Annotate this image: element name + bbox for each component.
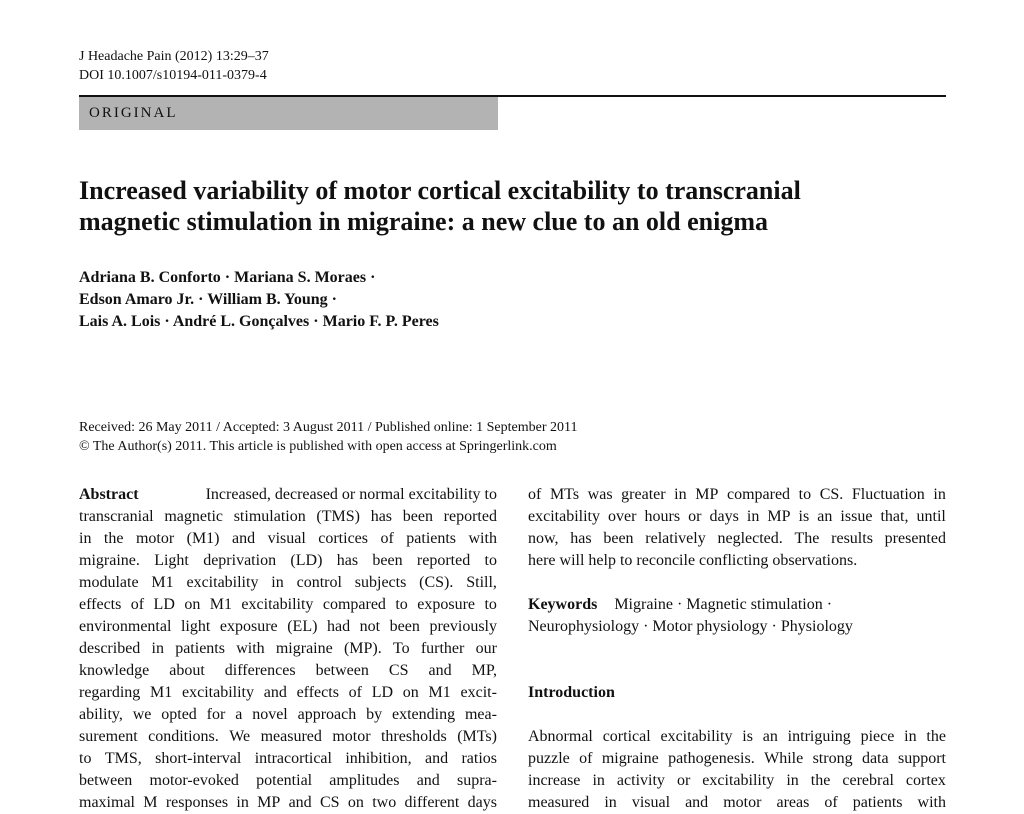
abstract-text: M — [143, 794, 158, 811]
abstract-text: intracortical — [254, 750, 332, 767]
abstract-text: or — [688, 508, 702, 525]
abstract-text: reported — [443, 508, 497, 525]
intro-text: or — [676, 772, 691, 789]
abstract-text: has — [336, 552, 359, 569]
abstract-text: that, — [880, 508, 909, 525]
abstract-text: is — [798, 508, 810, 525]
abstract-text: by — [366, 706, 383, 723]
abstract-text: cortices — [318, 530, 368, 547]
spacer — [528, 660, 946, 682]
abstract-text: motor — [135, 530, 175, 547]
abstract-text: Fluctuation — [851, 486, 925, 503]
abstract-line — [79, 792, 497, 814]
abstract-text: compared — [322, 596, 386, 613]
abstract-text: between — [315, 662, 369, 679]
intro-text: puzzle — [528, 750, 570, 767]
abstract-text: ability, — [79, 706, 123, 723]
intro-text: piece — [860, 728, 895, 745]
abstract-text: opted — [161, 706, 197, 723]
abstract-text: maximal — [79, 794, 135, 811]
abstract-text: Still, — [466, 574, 497, 591]
intro-text: pathogenesis. — [668, 750, 755, 767]
intro-text: the — [810, 772, 831, 789]
intro-line — [528, 748, 946, 770]
intro-text: and — [685, 794, 709, 811]
spacer — [528, 704, 946, 726]
abstract-text: has — [370, 508, 393, 525]
intro-text: areas — [776, 794, 810, 811]
abstract-line — [79, 506, 497, 528]
abstract-text: with — [468, 530, 497, 547]
abstract-text: MP — [257, 794, 281, 811]
abstract-line — [79, 484, 497, 506]
abstract-line — [79, 638, 497, 660]
abstract-text: our — [475, 640, 497, 657]
abstract-text: excit- — [460, 684, 497, 701]
abstract-text: potential — [256, 772, 313, 789]
abstract-text: CS — [320, 794, 340, 811]
abstract-text: until — [916, 508, 946, 525]
abstract-text: to — [484, 596, 497, 613]
abstract-text: of — [348, 684, 362, 701]
abstract-text: environmental — [79, 618, 172, 635]
abstract-text: modulate — [79, 574, 139, 591]
abstract-text: on — [347, 794, 364, 811]
abstract-text: stimulation — [233, 508, 306, 525]
abstract-text: LD — [371, 684, 394, 701]
abstract-line — [79, 770, 497, 792]
abstract-line — [528, 528, 946, 550]
abstract-text: differences — [224, 662, 296, 679]
abstract-text: MP, — [471, 662, 497, 679]
abstract-line — [79, 528, 497, 550]
abstract-text: in — [151, 640, 164, 657]
abstract-text: in — [933, 486, 946, 503]
abstract-text: M1 — [209, 596, 232, 613]
journal-info — [79, 47, 269, 85]
abstract-text: ratios — [461, 750, 497, 767]
intro-text: migraine — [601, 750, 659, 767]
abstract-text: CS. — [819, 486, 844, 503]
abstract-text: in — [236, 794, 249, 811]
abstract-text: excitability — [528, 508, 600, 525]
abstract-line — [528, 550, 946, 572]
abstract-text: has — [570, 530, 592, 547]
abstract-text: exposure — [417, 596, 476, 613]
abstract-text: issue — [840, 508, 873, 525]
abstract-text: and — [428, 662, 452, 679]
intro-line — [528, 726, 946, 748]
abstract-text: greater — [621, 486, 666, 503]
abstract-text: results — [831, 530, 873, 547]
abstract-text: CS — [388, 662, 409, 679]
abstract-text: for — [206, 706, 226, 723]
abstract-text: (LD) — [290, 552, 323, 569]
intro-text: excitability — [660, 728, 733, 745]
abstract-text: short-interval — [155, 750, 242, 767]
abstract-text: further — [420, 640, 465, 657]
intro-line — [528, 770, 946, 792]
abstract-text: in — [79, 530, 92, 547]
abstract-line — [79, 704, 497, 726]
spacer — [528, 572, 946, 594]
abstract-text: of — [528, 486, 542, 503]
abstract-text: days — [709, 508, 739, 525]
abstract-text: (CS). — [419, 574, 454, 591]
intro-text: While — [764, 750, 804, 767]
intro-text: the — [926, 728, 946, 745]
abstract-text: was — [587, 486, 613, 503]
abstract-text: surement — [79, 728, 138, 745]
abstract-text: we — [132, 706, 152, 723]
abstract-text: about — [169, 662, 205, 679]
abstract-text: compared — [726, 486, 791, 503]
intro-text: an — [762, 728, 778, 745]
journal-citation: J Headache Pain (2012) 13:29–37 — [79, 49, 269, 64]
intro-text: data — [861, 750, 889, 767]
abstract-text: and — [424, 750, 449, 767]
article-title — [79, 175, 959, 237]
abstract-text: had — [326, 618, 351, 635]
keywords-line — [528, 594, 946, 616]
abstract-label: Abstract — [79, 486, 139, 503]
abstract-text: (M1) — [186, 530, 220, 547]
title-line: magnetic stimulation in migraine: a new clue to an old enigma — [79, 207, 768, 236]
intro-text: support — [897, 750, 946, 767]
article-type-badge: ORIGINAL — [79, 97, 498, 130]
abstract-text: on — [184, 596, 201, 613]
intro-text: activity — [616, 772, 665, 789]
abstract-text: light — [180, 618, 211, 635]
abstract-text: to — [79, 750, 92, 767]
abstract-line — [79, 682, 497, 704]
abstract-text: M1 — [150, 684, 173, 701]
abstract-text: mea- — [464, 706, 497, 723]
abstract-text: previously — [429, 618, 497, 635]
copyright-notice: © The Author(s) 2011. This article is published with open access at Springerlink.com — [79, 439, 557, 454]
intro-text: increase — [528, 772, 581, 789]
abstract-text: of — [380, 530, 394, 547]
author-line: Lais A. Lois · André L. Gonçalves · Mario F. P. Peres — [79, 313, 439, 330]
abstract-text: over — [608, 508, 637, 525]
abstract-line — [79, 572, 497, 594]
abstract-text: days — [467, 794, 497, 811]
intro-text: in — [786, 772, 799, 789]
author-line: Adriana B. Conforto · Mariana S. Moraes · — [79, 269, 376, 286]
abstract-text: novel — [252, 706, 288, 723]
abstract-text: the — [103, 530, 124, 547]
abstract-text: thresholds — [380, 728, 447, 745]
abstract-text: not — [359, 618, 381, 635]
abstract-text: in — [674, 486, 687, 503]
abstract-text: subjects — [354, 574, 407, 591]
abstract-text: and — [288, 794, 312, 811]
abstract-text: in — [271, 574, 284, 591]
abstract-line — [79, 550, 497, 572]
abstract-section — [79, 484, 497, 814]
abstract-text: migraine. — [79, 552, 140, 569]
abstract-text: excitability — [182, 684, 254, 701]
abstract-text: Increased, decreased or normal excitability to — [205, 486, 497, 503]
abstract-line — [79, 726, 497, 748]
abstract-line — [528, 484, 946, 506]
abstract-text: (TMS) — [316, 508, 360, 525]
abstract-text: inhibition, — [345, 750, 412, 767]
abstract-text: excitability — [241, 596, 314, 613]
introduction-heading: Introduction — [528, 684, 615, 701]
intro-text: cortex — [905, 772, 946, 789]
abstract-text: supra- — [457, 772, 497, 789]
abstract-text: been — [389, 618, 420, 635]
intro-text: in — [904, 728, 917, 745]
abstract-text: regarding — [79, 684, 141, 701]
abstract-text: of — [130, 596, 145, 613]
abstract-text: reported — [416, 552, 471, 569]
abstract-text: in — [746, 508, 760, 525]
received-dates: Received: 26 May 2011 / Accepted: 3 August 2011 / Published online: 1 September 2011 — [79, 420, 578, 435]
abstract-text: (MP). — [343, 640, 382, 657]
abstract-text: migraine — [275, 640, 333, 657]
intro-text: patients — [852, 794, 903, 811]
abstract-text: an — [817, 508, 833, 525]
abstract-text: excitability — [186, 574, 259, 591]
abstract-text: been — [402, 508, 433, 525]
intro-text: of — [579, 750, 593, 767]
abstract-text: effects — [79, 596, 122, 613]
intro-text: measured — [528, 794, 590, 811]
intro-text: intriguing — [787, 728, 851, 745]
abstract-text: neglected. — [717, 530, 783, 547]
intro-text: Abnormal — [528, 728, 593, 745]
abstract-text: with — [236, 640, 265, 657]
abstract-text: to — [798, 486, 812, 503]
abstract-text: magnetic — [164, 508, 223, 525]
abstract-text: motor — [332, 728, 371, 745]
intro-text: with — [917, 794, 946, 811]
abstract-text: MP — [695, 486, 719, 503]
abstract-text: Light — [154, 552, 189, 569]
abstract-text: visual — [267, 530, 306, 547]
spacer — [528, 638, 946, 660]
abstract-text: on — [402, 684, 419, 701]
author-list — [79, 267, 439, 333]
abstract-text: patients — [406, 530, 457, 547]
abstract-text: transcranial — [79, 508, 154, 525]
intro-text: motor — [723, 794, 762, 811]
abstract-text: different — [404, 794, 460, 811]
intro-text: cortical — [602, 728, 651, 745]
intro-line — [528, 792, 946, 814]
intro-text: visual — [631, 794, 671, 811]
abstract-text: deprivation — [203, 552, 277, 569]
abstract-text: extending — [392, 706, 456, 723]
abstract-text: presented — [884, 530, 946, 547]
abstract-text: to — [484, 552, 497, 569]
abstract-text: (MTs) — [457, 728, 497, 745]
publication-dates — [79, 418, 577, 456]
intro-text: in — [604, 794, 617, 811]
right-column — [528, 484, 946, 814]
abstract-text: MP — [767, 508, 791, 525]
abstract-text: exposure — [219, 618, 278, 635]
intro-text: excitability — [702, 772, 775, 789]
abstract-text: amplitudes — [329, 772, 400, 789]
abstract-line — [79, 660, 497, 682]
abstract-text: responses — [165, 794, 229, 811]
intro-text: strong — [812, 750, 853, 767]
keywords-line — [528, 616, 946, 638]
abstract-line — [79, 594, 497, 616]
abstract-text: knowledge — [79, 662, 150, 679]
abstract-text: LD — [153, 596, 175, 613]
abstract-text: and — [231, 530, 256, 547]
intro-text: in — [592, 772, 605, 789]
abstract-text: measured — [260, 728, 322, 745]
keywords-label: Keywords — [528, 596, 598, 613]
abstract-line — [79, 748, 497, 770]
abstract-text: We — [229, 728, 251, 745]
abstract-text: (EL) — [287, 618, 318, 635]
intro-text: cerebral — [842, 772, 894, 789]
abstract-text: now, — [528, 530, 559, 547]
abstract-text: TMS, — [104, 750, 142, 767]
abstract-text: effects — [296, 684, 339, 701]
abstract-text: To — [392, 640, 410, 657]
abstract-text: conditions. — [148, 728, 219, 745]
abstract-text: hours — [644, 508, 681, 525]
abstract-text: M1 — [428, 684, 451, 701]
abstract-text: to — [395, 596, 408, 613]
abstract-text: motor-evoked — [149, 772, 239, 789]
abstract-text: The — [794, 530, 820, 547]
abstract-text: a — [235, 706, 243, 723]
doi: DOI 10.1007/s10194-011-0379-4 — [79, 68, 267, 83]
abstract-text: patients — [175, 640, 225, 657]
abstract-text: here will help to reconcile conflicting observations. — [528, 552, 858, 569]
author-line: Edson Amaro Jr. · William B. Young · — [79, 291, 337, 308]
abstract-text: two — [372, 794, 397, 811]
abstract-line — [79, 616, 497, 638]
abstract-text: and — [263, 684, 287, 701]
abstract-text: control — [296, 574, 342, 591]
keywords-text: Neurophysiology · Motor physiology · Physiology — [528, 618, 853, 635]
abstract-line — [528, 506, 946, 528]
abstract-text: approach — [297, 706, 357, 723]
title-line: Increased variability of motor cortical excitability to transcranial — [79, 176, 801, 205]
abstract-text: M1 — [151, 574, 174, 591]
abstract-text: described — [79, 640, 141, 657]
abstract-text: and — [416, 772, 440, 789]
intro-text: of — [824, 794, 838, 811]
abstract-text: been — [603, 530, 634, 547]
intro-text: is — [742, 728, 753, 745]
abstract-text: between — [79, 772, 133, 789]
abstract-text: MTs — [549, 486, 580, 503]
keywords-text: Migraine · Magnetic stimulation · — [614, 596, 833, 613]
abstract-text: been — [372, 552, 403, 569]
abstract-text: relatively — [645, 530, 706, 547]
